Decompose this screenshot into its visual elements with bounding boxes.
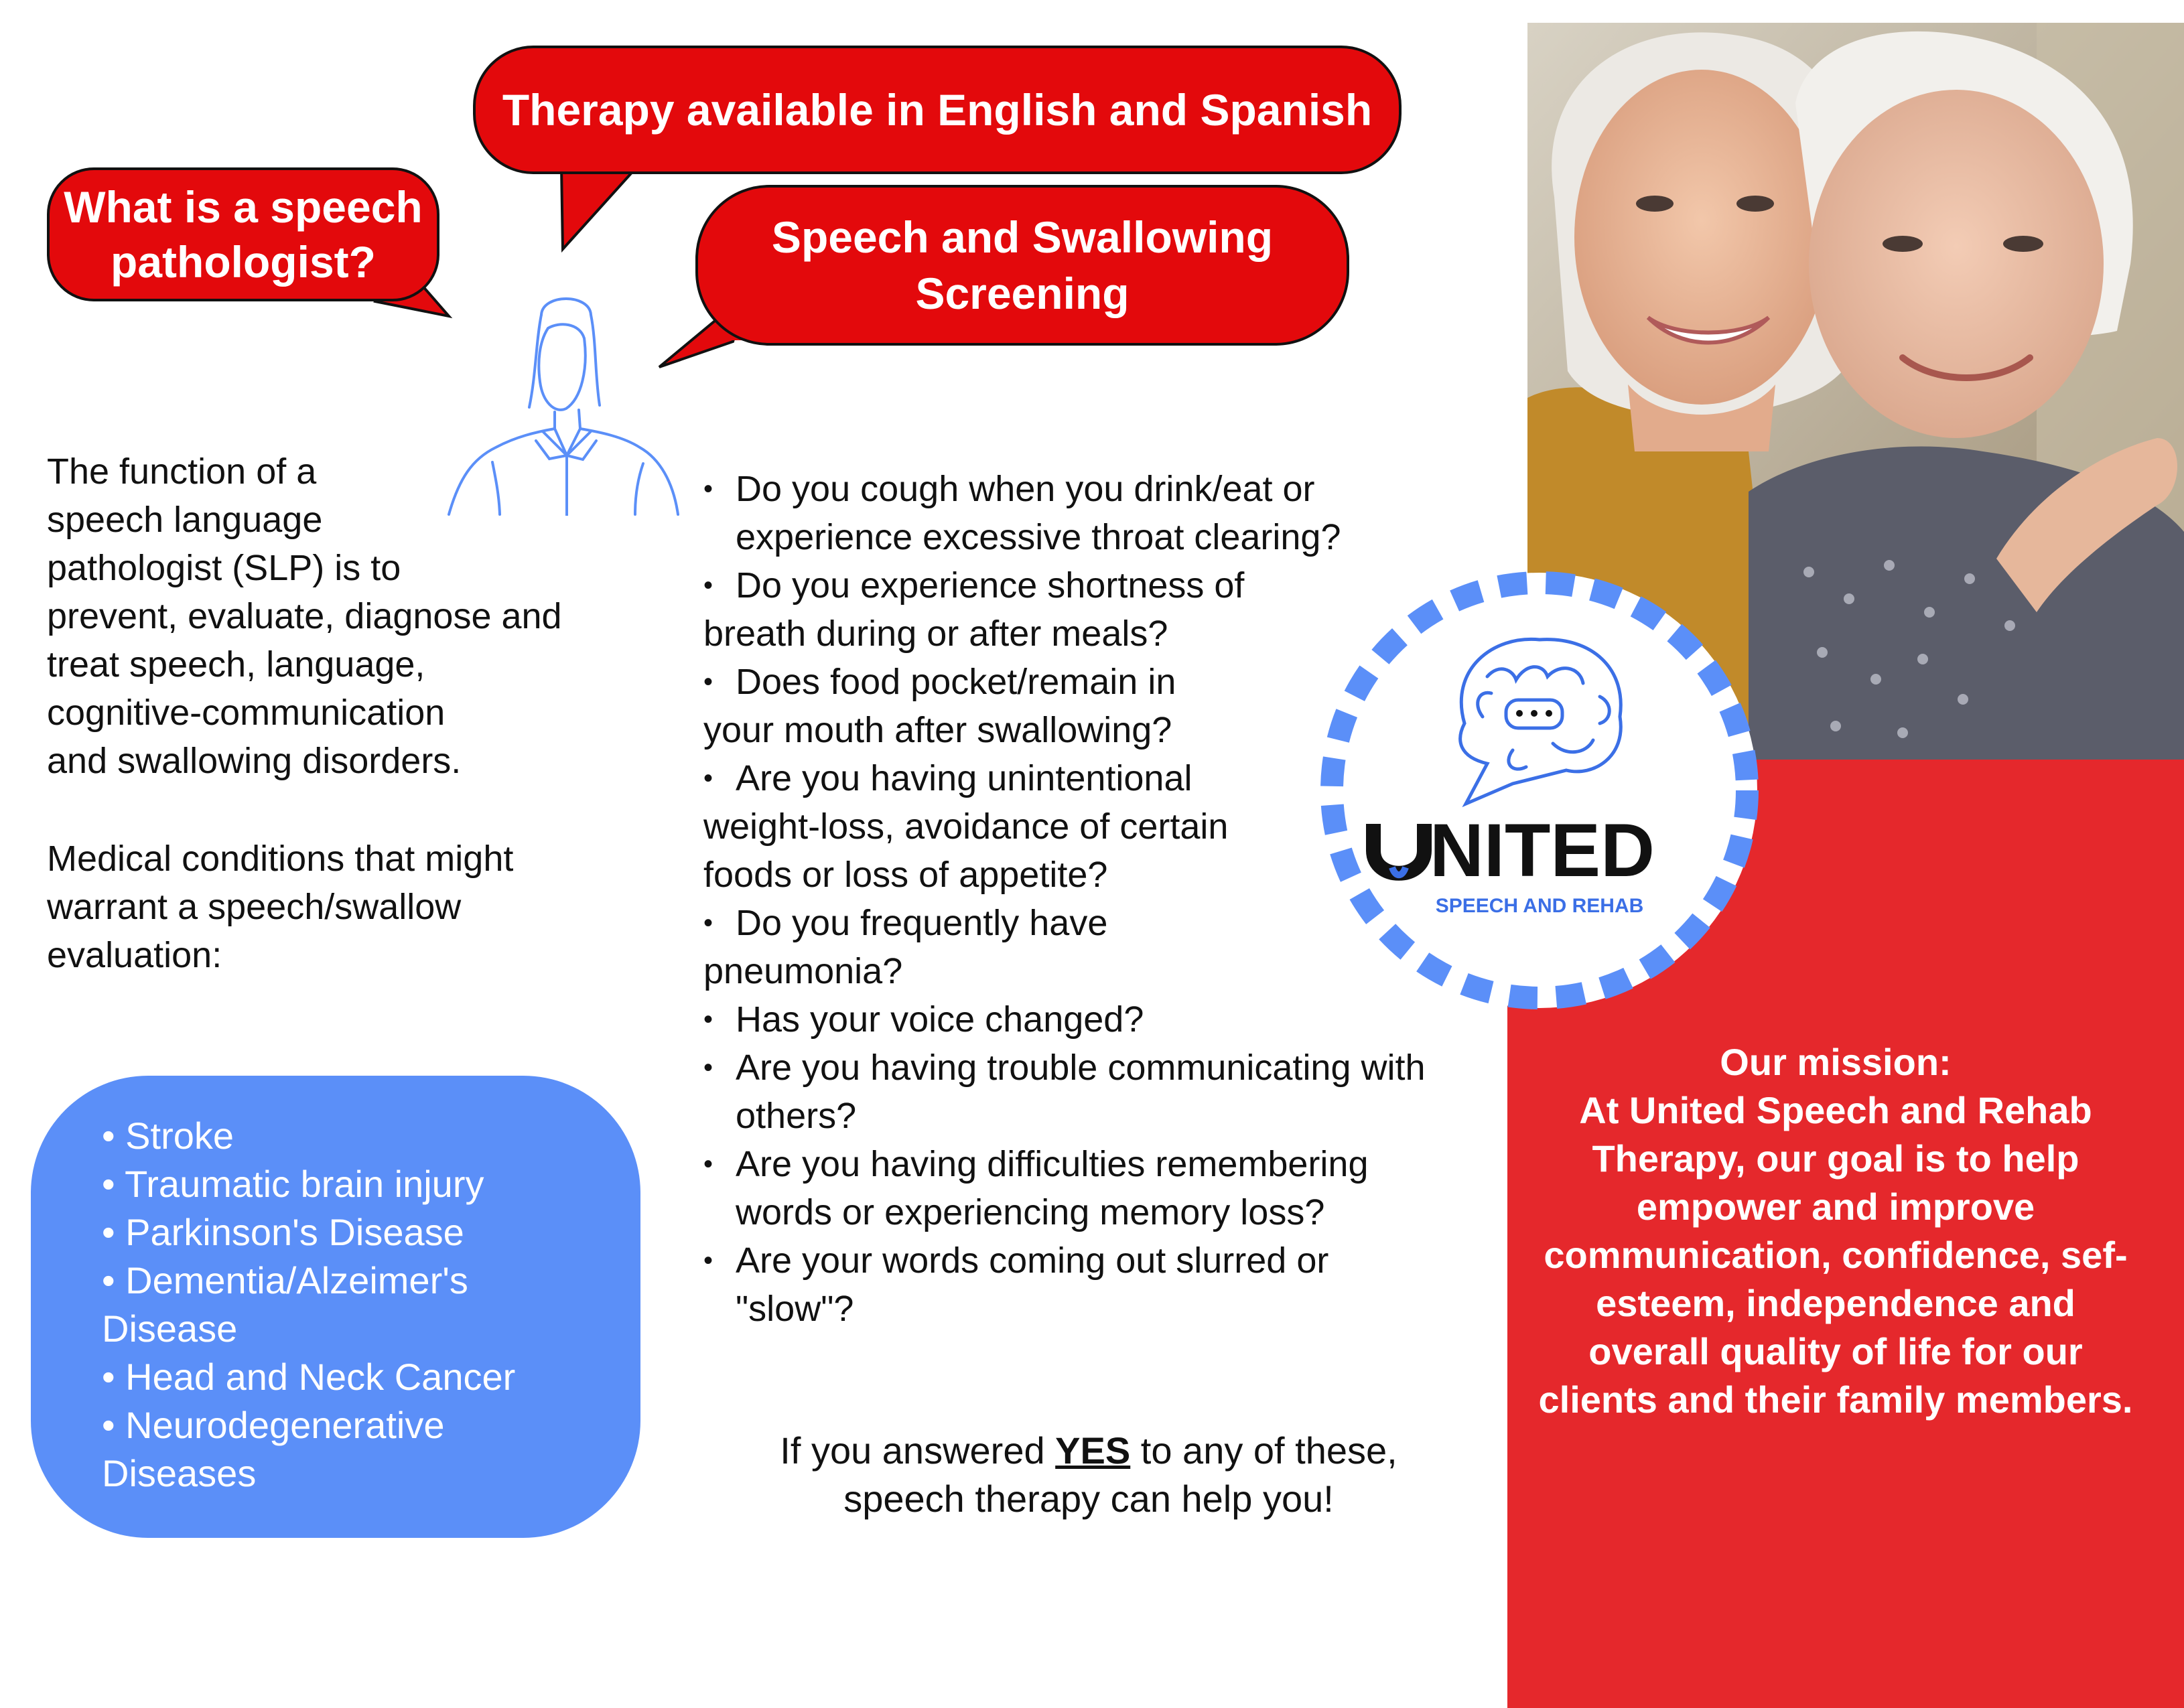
logo-tagline: SPEECH AND REHAB — [1435, 895, 1644, 917]
question-lead: Has your voice changed? — [736, 999, 1144, 1040]
slp-function-paragraph: The function of a speech language pathologist (SLP) is to prevent, evaluate, diagnose and treat speech, language, cognitive-communication and swallowing disorders. — [47, 451, 562, 781]
cta-before: If you answered — [780, 1429, 1056, 1472]
question-continuation: your mouth after swallowing? — [703, 710, 1172, 750]
condition-item: • Parkinson's Disease — [102, 1211, 464, 1253]
question-lead: Are you having trouble communicating with — [736, 1048, 1426, 1088]
condition-item: • Neurodegenerative Diseases — [102, 1404, 445, 1494]
question-lead: Do you frequently have — [736, 903, 1108, 943]
logo-name: NITED — [1430, 808, 1655, 892]
screening-question — [703, 1236, 1521, 1333]
question-continuation: experience excessive throat clearing? — [736, 517, 1341, 557]
condition-item: • Stroke — [102, 1115, 234, 1157]
question-continuation: weight-loss, avoidance of certain foods or loss of appetite? — [703, 806, 1229, 895]
mission-statement — [1534, 1038, 2137, 1424]
question-lead: Are your words coming out slurred or — [736, 1240, 1329, 1281]
screening-question — [703, 465, 1521, 561]
question-lead: Are you having difficulties remembering — [736, 1144, 1369, 1184]
question-lead: Does food pocket/remain in — [736, 662, 1176, 702]
cta-after: to any of these, — [1130, 1429, 1397, 1472]
therapy-languages-text: Therapy available in English and Spanish — [502, 85, 1373, 135]
speech-swallowing-screening-text: Speech and Swallowing Screening — [771, 212, 1274, 318]
question-continuation: others? — [736, 1096, 857, 1136]
condition-item: • Head and Neck Cancer — [102, 1356, 516, 1398]
question-continuation: breath during or after meals? — [703, 614, 1168, 654]
condition-item: • Dementia/Alzeimer's Disease — [102, 1259, 468, 1350]
question-continuation: words or experiencing memory loss? — [736, 1192, 1325, 1232]
conditions-list — [102, 1112, 624, 1498]
question-lead: Do you experience shortness of — [736, 565, 1245, 606]
call-to-action — [724, 1427, 1454, 1523]
cta-yes: YES — [1055, 1429, 1131, 1472]
mission-heading: Our mission: — [1720, 1041, 1952, 1083]
therapy-bubble-tail — [549, 167, 657, 255]
what-is-speech-pathologist-text: What is a speech pathologist? — [64, 182, 423, 287]
therapy-languages-bubble — [473, 46, 1402, 174]
cta-line2: speech therapy can help you! — [843, 1478, 1334, 1520]
screening-question — [703, 1140, 1521, 1236]
question-lead: Are you having unintentional — [736, 758, 1192, 798]
what-is-speech-pathologist-bubble — [47, 167, 439, 301]
screening-question — [703, 1044, 1521, 1140]
question-continuation: "slow"? — [736, 1289, 854, 1329]
speech-swallowing-screening-bubble — [695, 185, 1349, 346]
question-lead: Do you cough when you drink/eat or — [736, 469, 1315, 509]
question-continuation: pneumonia? — [703, 951, 903, 991]
mission-text: At United Speech and Rehab Therapy, our goal is to help empower and improve communication, confidence, sef-esteem, independence and overall quality of life for our clients and their family members. — [1538, 1089, 2133, 1421]
condition-item: • Traumatic brain injury — [102, 1163, 484, 1205]
medical-conditions-intro: Medical conditions that might warrant a speech/swallow evaluation: — [47, 839, 514, 975]
united-logo-badge — [1312, 563, 1767, 1018]
